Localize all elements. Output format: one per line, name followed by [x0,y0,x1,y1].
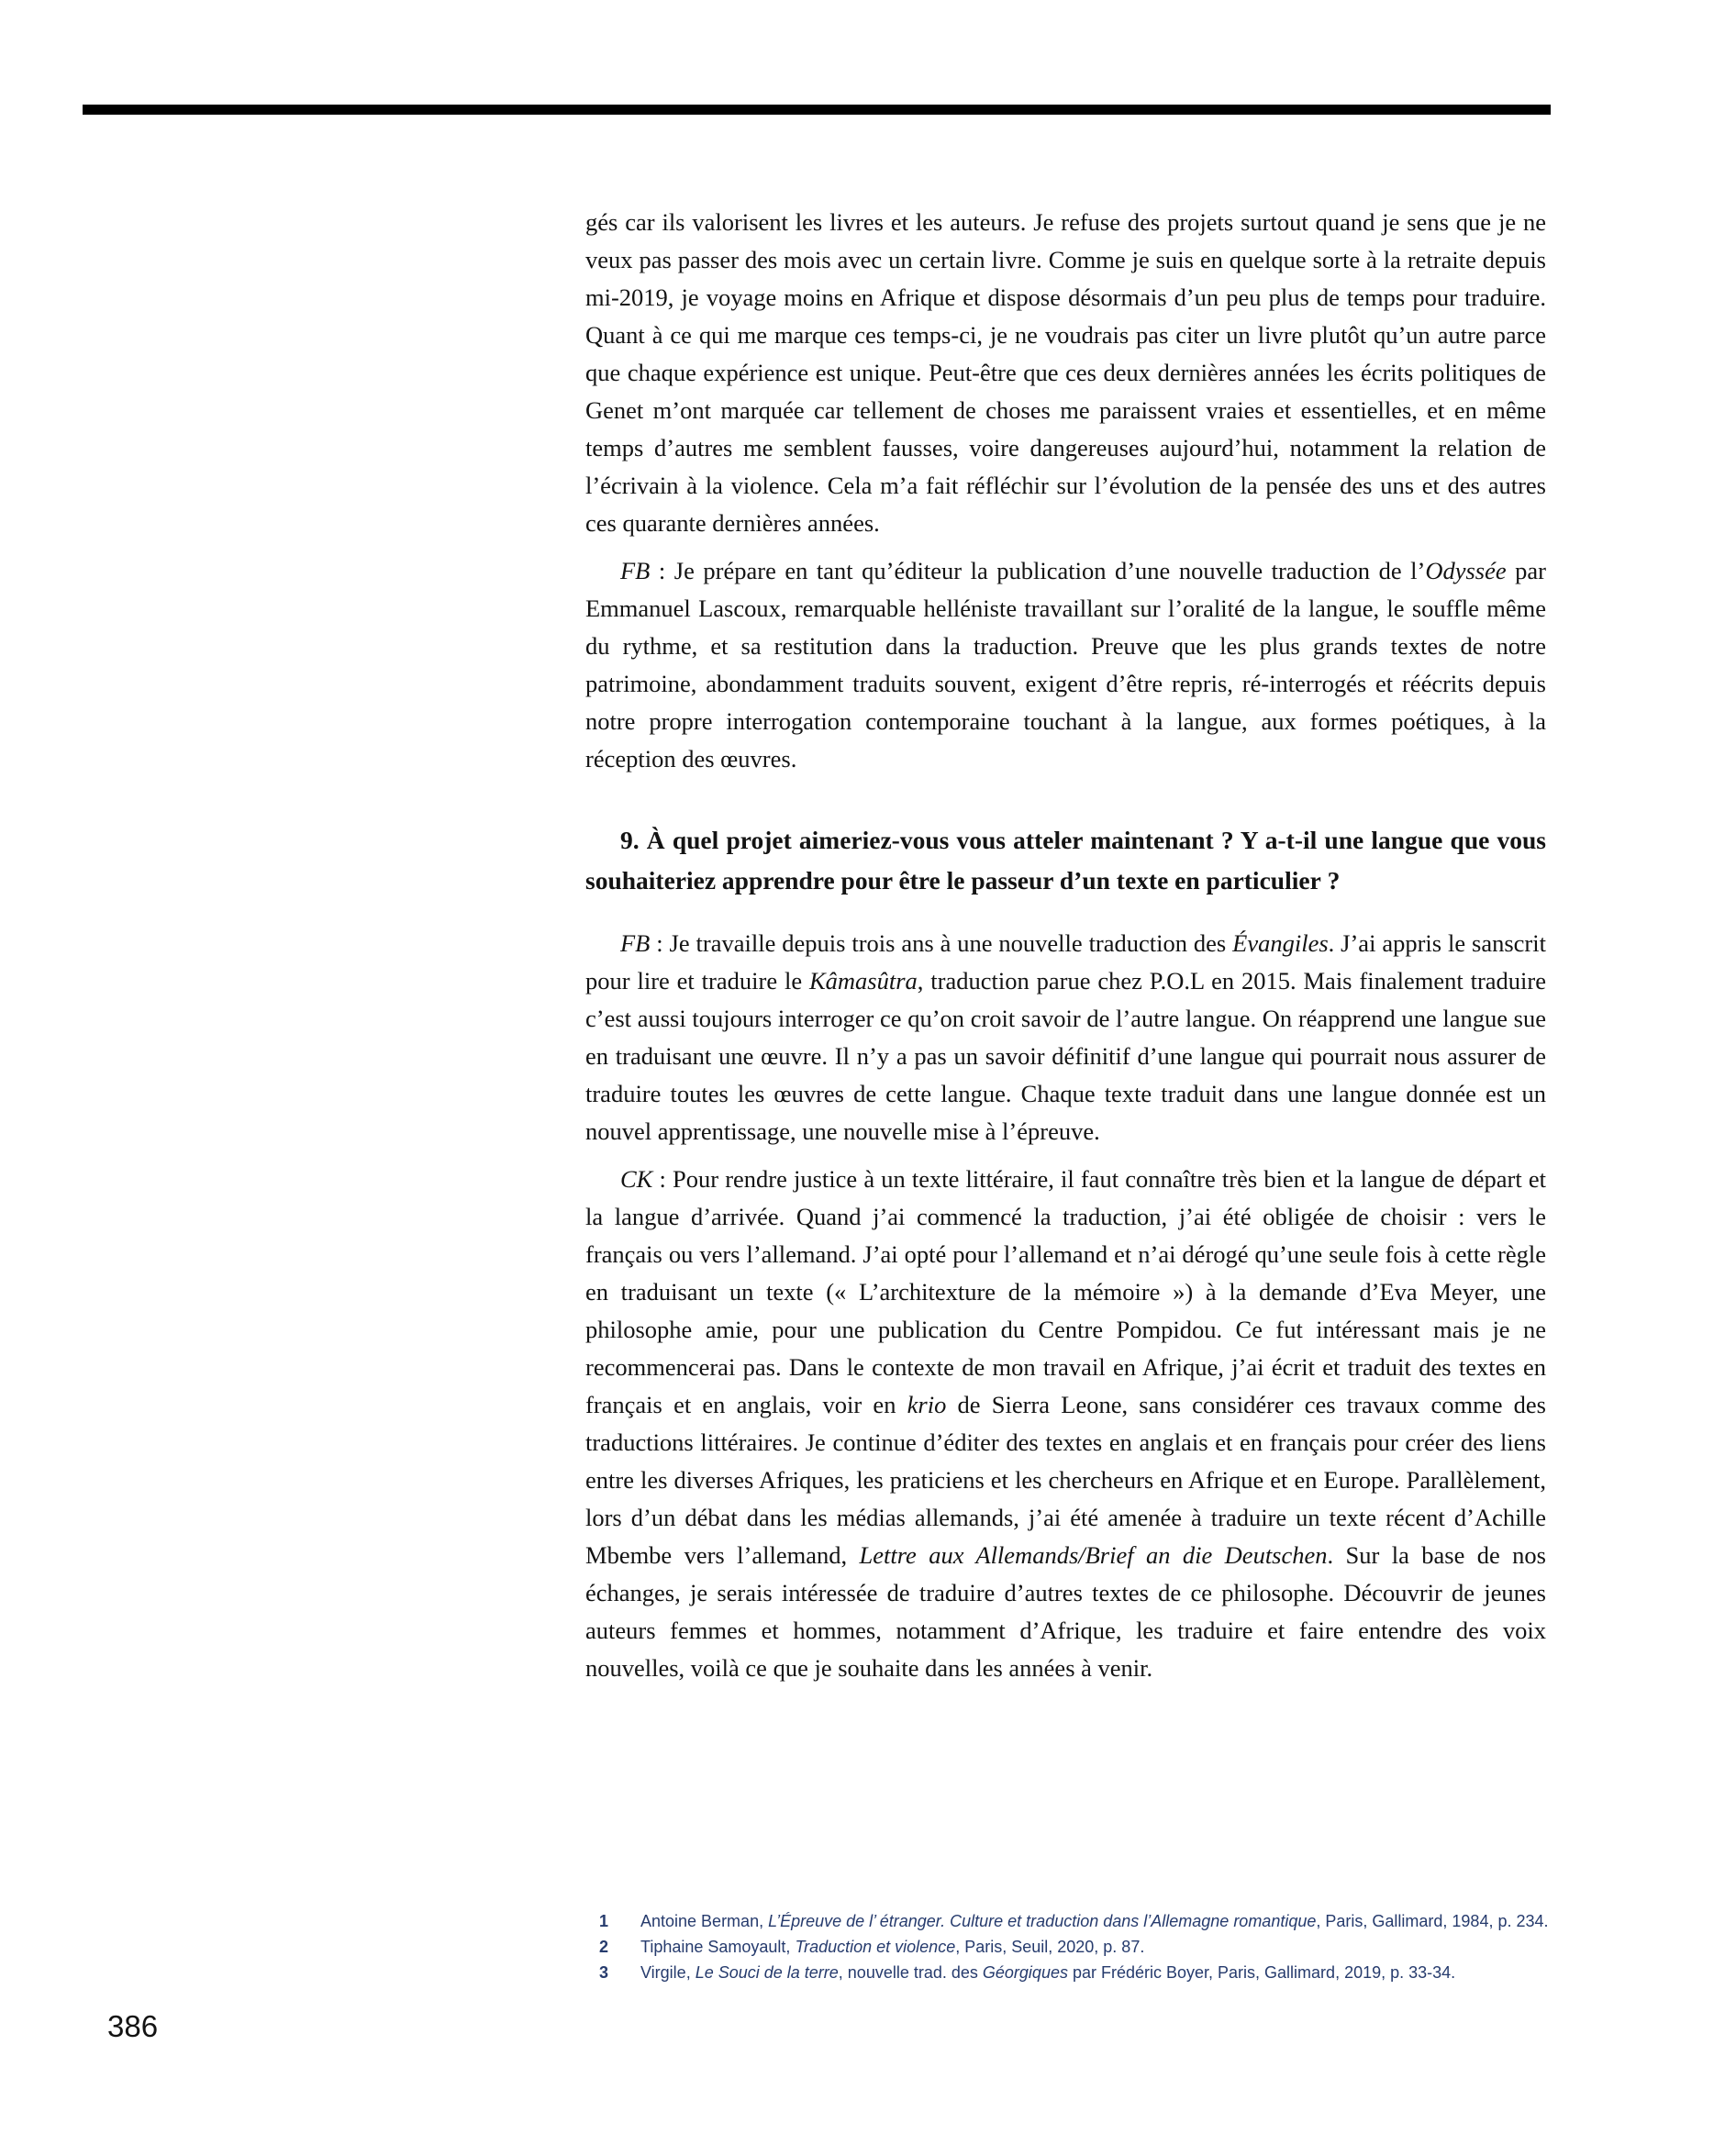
text-segment: Virgile, [640,1963,696,1982]
text-segment: Traduction et violence [795,1938,956,1956]
text-segment: Antoine Berman, [640,1912,769,1930]
footnotes [599,1908,1549,1985]
text-segment: . J’ai appris le sanscrit pour lire et traduire le [585,929,1546,995]
body-text [585,204,1546,1697]
text-segment: de Sierra Leone, sans considérer ces travaux comme des traductions littéraires. Je continue d’éditer des textes en anglais et en français pour créer des liens entre les diverses Afriques, les praticiens et les chercheurs en Afrique et en Europe. Parallèlement, lors d’un débat dans les médias allemands, j’ai été amenée à traduire un texte récent d’Achille Mbembe vers l’allemand, [585,1391,1546,1569]
paragraph-ck [585,1161,1546,1687]
text-segment: : Je prépare en tant qu’éditeur la publication d’une nouvelle traduction de l’ [650,557,1426,584]
text-segment: . Sur la base de nos échanges, je serais intéressée de traduire d’autres textes de ce philosophe. Découvrir de jeunes auteurs femmes et hommes, notamment d’Afrique, les traduire et faire entendre des voix nouvelles, voilà ce que je souhaite dans les années à venir. [585,1541,1546,1682]
paragraph-continuation [585,204,1546,542]
text-segment: : Pour rendre justice à un texte littéraire, il faut connaître très bien et la langue de départ et la langue d’arrivée. Quand j’ai commencé la traduction, j’ai été obligée de choisir : vers le français ou vers l’allemand. J’ai opté pour l’allemand et n’ai dérogé qu’une seule fois à cette règle en traduisant un texte (« L’architexture de la mémoire ») à la demande d’Eva Meyer, une philosophe amie, pour une publication du Centre Pompidou. Ce fut intéressant mais je ne recommencerai pas. Dans le contexte de mon travail en Afrique, j’ai écrit et traduit des textes en français et en anglais, voir en [585,1165,1546,1418]
page-number: 386 [107,2009,159,2043]
footnote-text [640,1960,1544,1985]
footnote-number: 3 [599,1963,609,1982]
footnote-3 [599,1960,1544,1985]
text-segment: Tiphaine Samoyault, [640,1938,796,1956]
paragraph-fb-evangiles [585,925,1546,1150]
paragraph-fb-odyssee [585,552,1546,778]
footnote-text [640,1934,1544,1960]
text-segment: FB [620,557,651,584]
footnote-number: 2 [599,1938,609,1956]
footnote-text [640,1908,1549,1934]
text-segment: , Paris, Seuil, 2020, p. 87. [955,1938,1145,1956]
text-segment: krio [907,1391,947,1418]
text-segment: Géorgiques [982,1963,1068,1982]
footnote-2 [599,1934,1544,1960]
text-segment: Évangiles [1232,929,1329,957]
text-segment: Lettre aux Allemands/Brief an die Deutschen [859,1541,1328,1569]
text-segment: L’Épreuve de l’ étranger. Culture et traduction dans l’Allemagne romantique [768,1912,1317,1930]
text-segment: Kâmasûtra [808,967,918,995]
footnote-1 [599,1908,1549,1934]
footnote-number: 1 [599,1912,609,1930]
text-segment: , traduction parue chez P.O.L en 2015. Mais finalement traduire c’est aussi toujours interroger ce qu’on croit savoir de l’autre langue. On réapprend une langue sue en traduisant une œuvre. Il n’y a pas un savoir définitif d’une langue qui pourrait nous assurer de traduire toutes les œuvres de cette langue. Chaque texte traduit dans une langue donnée est un nouvel apprentissage, une nouvelle mise à l’épreuve. [585,967,1546,1145]
text-segment: Odyssée [1425,557,1507,584]
question-heading [585,820,1546,901]
text-segment: , nouvelle trad. des [838,1963,983,1982]
text-segment: , Paris, Gallimard, 1984, p. 234. [1316,1912,1549,1930]
top-rule [83,105,1551,115]
text-segment: gés car ils valorisent les livres et les auteurs. Je refuse des projets surtout quand je sens que je ne veux pas passer des mois avec un certain livre. Comme je suis en quelque sorte à la retraite depuis mi-2019, je voyage moins en Afrique et dispose désormais d’un peu plus de temps pour traduire. Quant à ce qui me marque ces temps-ci, je ne voudrais pas citer un livre plutôt qu’un autre parce que chaque expérience est unique. Peut-être que ces deux dernières années les écrits politiques de Genet m’ont marquée car tellement de choses me paraissent vraies et essentielles, et en même temps d’autres me semblent fausses, voire dangereuses aujourd’hui, notamment la relation de l’écrivain à la violence. Cela m’a fait réfléchir sur l’évolution de la pensée des uns et des autres ces quarante dernières années. [585,208,1546,537]
text-segment: FB [620,929,651,957]
text-segment: CK [620,1165,653,1193]
text-segment: : Je travaille depuis trois ans à une nouvelle traduction des [650,929,1233,957]
text-segment: Le Souci de la terre [695,1963,839,1982]
text-segment: par Emmanuel Lascoux, remarquable helléniste travaillant sur l’oralité de la langue, le souffle même du rythme, et sa restitution dans la traduction. Preuve que les plus grands textes de notre patrimoine, abondamment traduits souvent, exigent d’être repris, ré-interrogés et réécrits depuis notre propre interrogation contemporaine touchant à la langue, aux formes poétiques, à la réception des œuvres. [585,557,1547,772]
text-segment: par Frédéric Boyer, Paris, Gallimard, 2019, p. 33-34. [1067,1963,1456,1982]
text-segment: 9. À quel projet aimeriez-vous vous atteler maintenant ? Y a-t-il une langue que vous souhaiteriez apprendre pour être le passeur d’un texte en particulier ? [585,826,1546,895]
